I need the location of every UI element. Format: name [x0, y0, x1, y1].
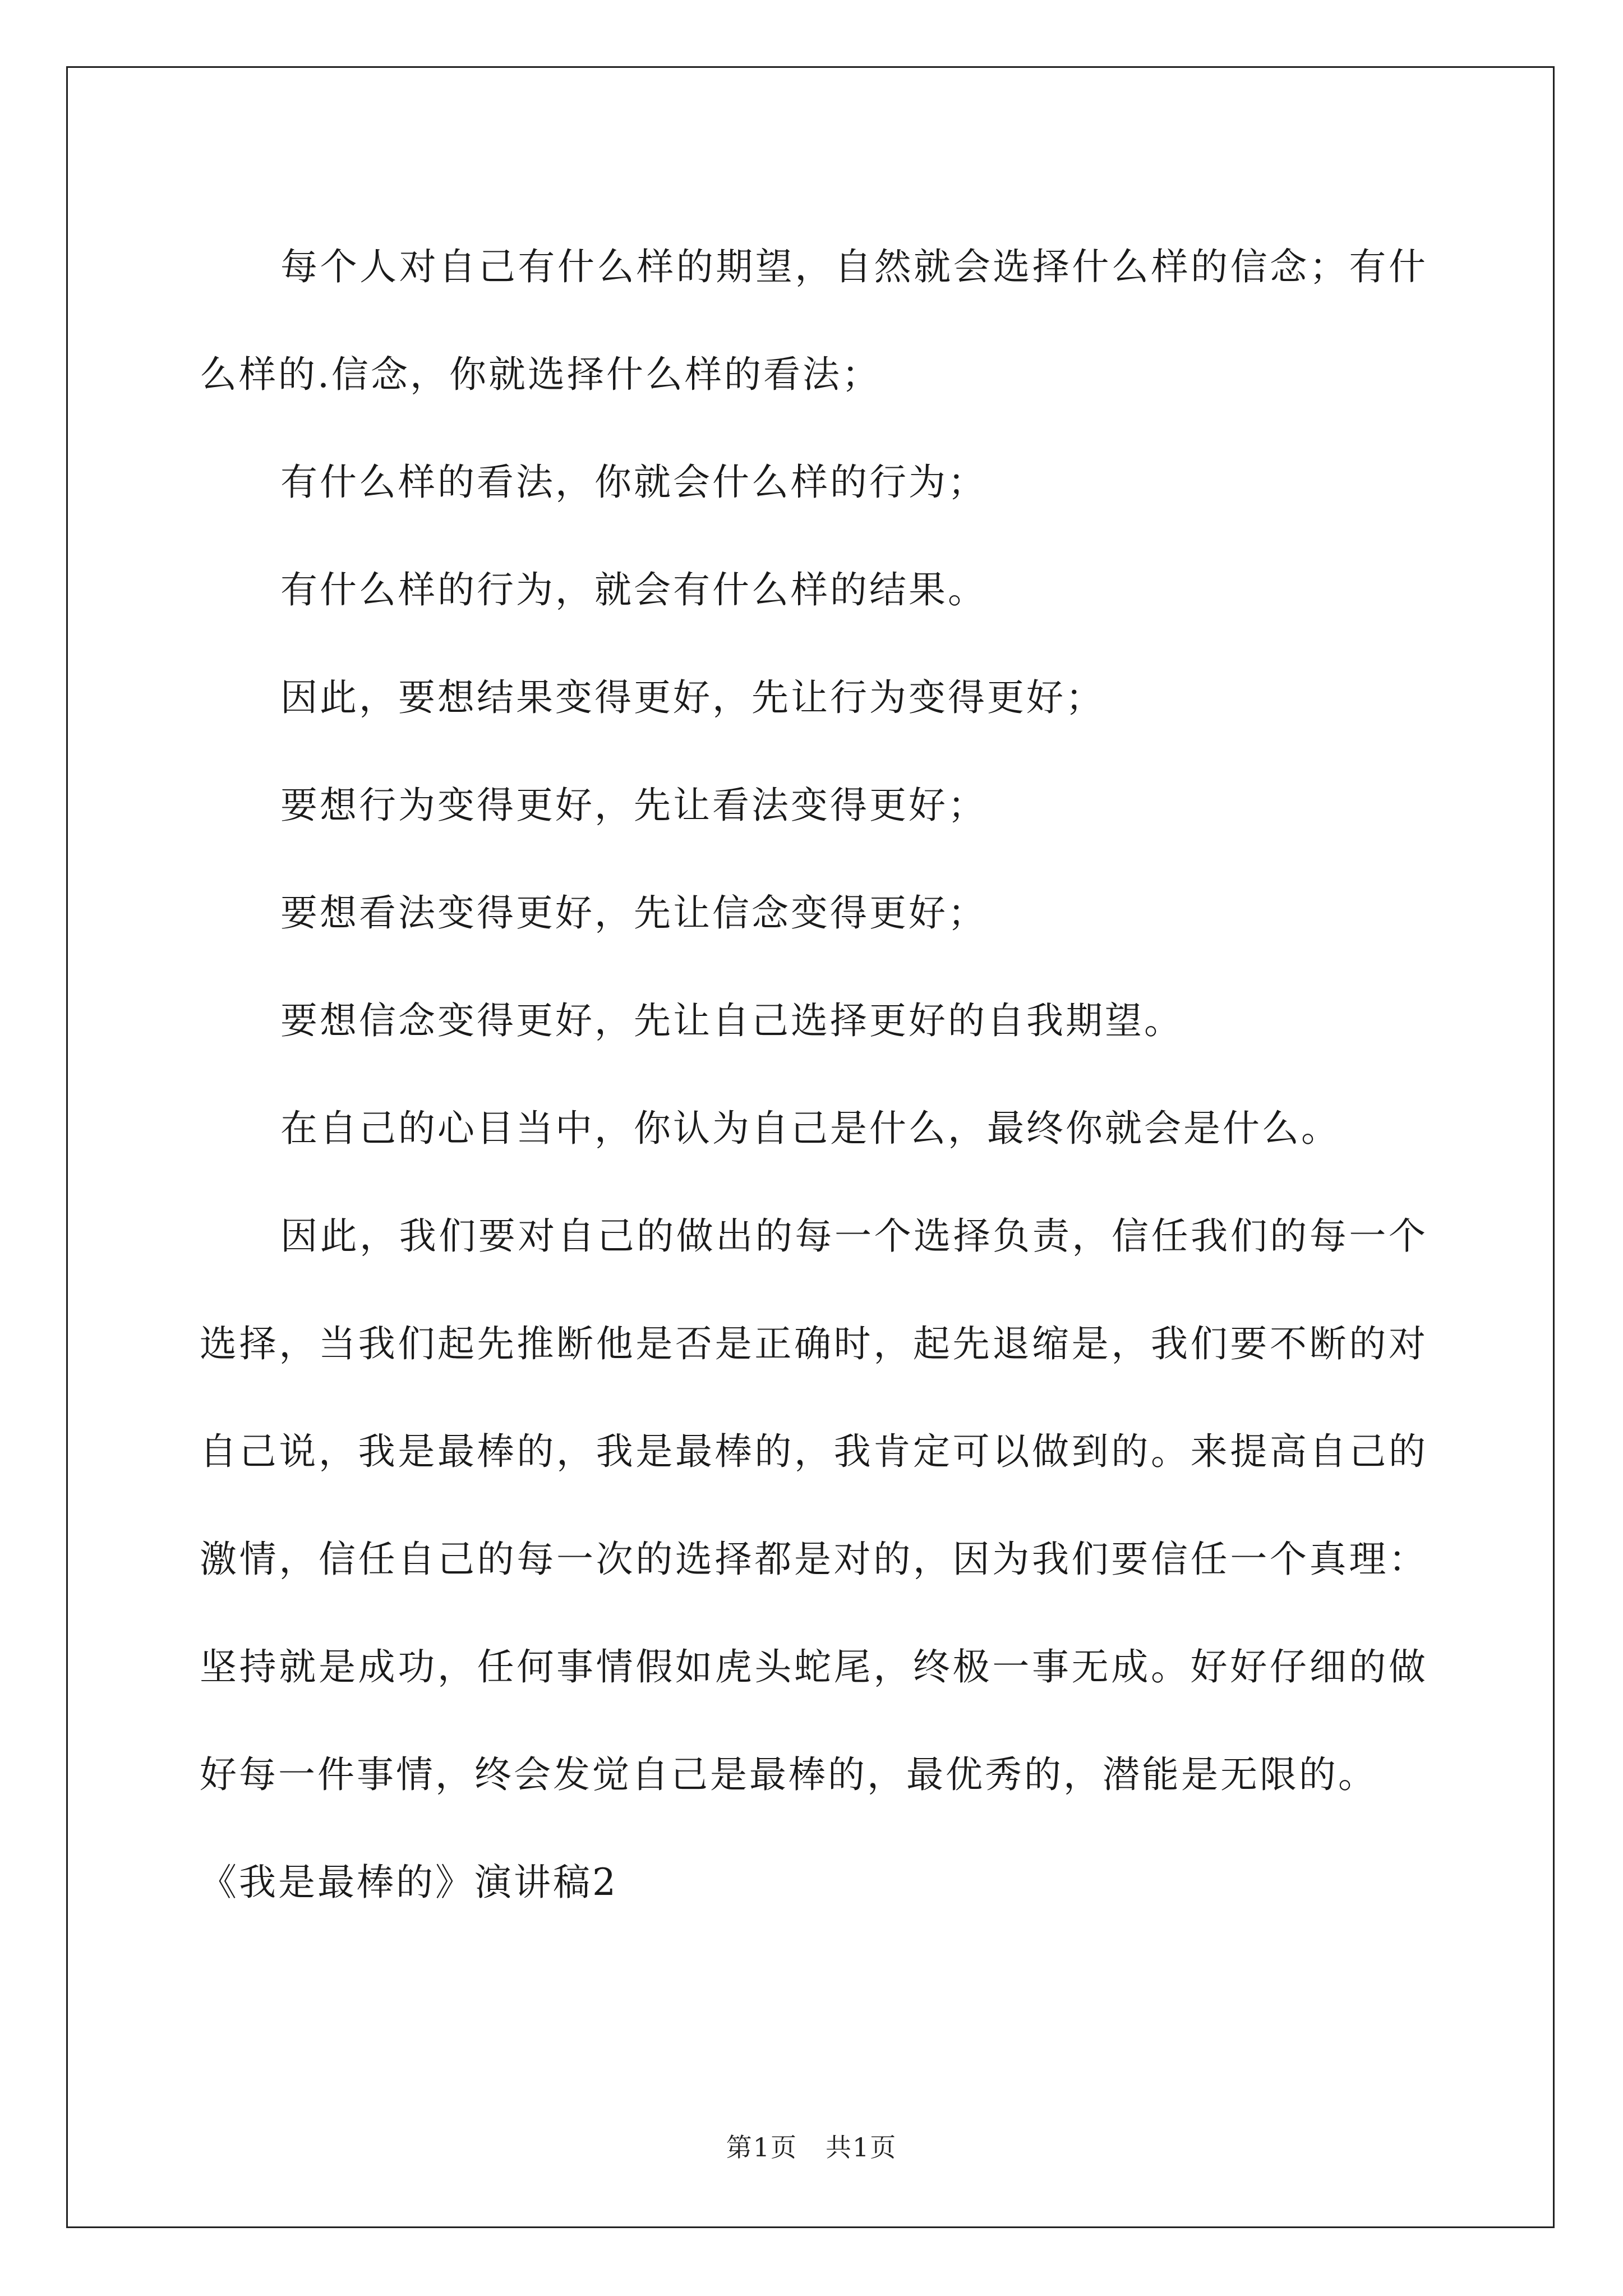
paragraph: 要想行为变得更好，先让看法变得更好； — [280, 784, 987, 827]
document-body — [200, 213, 1428, 1936]
page-footer — [0, 2127, 1623, 2164]
paragraph: 要想看法变得更好，先让信念变得更好； — [280, 891, 987, 935]
paragraph: 每个人对自己有什么样的期望，自然就会选择什么样的信念；有什么样的.信念，你就选择什么样的看法； — [200, 245, 1428, 396]
paragraph: 有什么样的行为，就会有什么样的结果。 — [280, 568, 987, 611]
section-heading: 《我是最棒的》演讲稿2 — [200, 1861, 618, 1904]
paragraph: 有什么样的看法，你就会什么样的行为； — [280, 461, 987, 504]
page-number: 第1页 — [726, 2132, 797, 2162]
paragraph: 要想信念变得更好，先让自己选择更好的自我期望。 — [280, 999, 1183, 1042]
page-total: 共1页 — [826, 2132, 897, 2162]
paragraph: 在自己的心目当中，你认为自己是什么，最终你就会是什么。 — [280, 1107, 1340, 1150]
paragraph: 因此，我们要对自己的做出的每一个选择负责，信任我们的每一个选择，当我们起先推断他是否是正确时，起先退缩是，我们要不断的对自己说，我是最棒的，我是最棒的，我肯定可以做到的。来提高自己的激情，信任自己的每一次的选择都是对的，因为我们要信任一个真理：坚持就是成功，任何事情假如虎头蛇尾，终极一事无成。好好仔细的做好每一件事情，终会发觉自己是最棒的，最优秀的，潜能是无限的。 — [200, 1214, 1428, 1796]
paragraph: 因此，要想结果变得更好，先让行为变得更好； — [280, 676, 1105, 719]
